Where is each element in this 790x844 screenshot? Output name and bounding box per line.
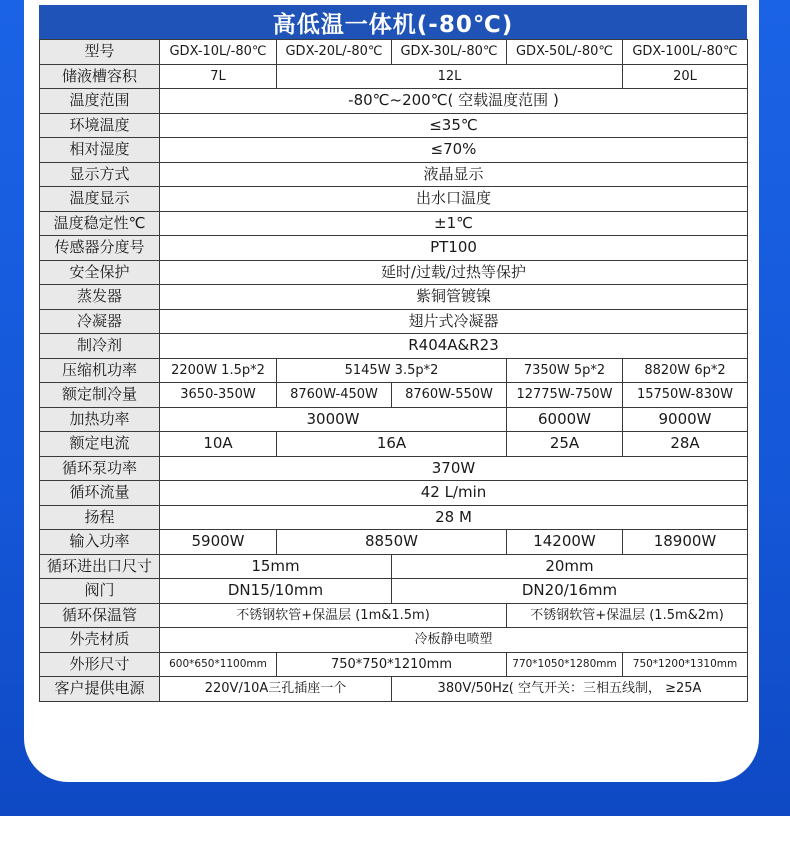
value-cell: 2200W 1.5p*2 — [160, 358, 277, 383]
model-cell: GDX-50L/-80℃ — [507, 40, 623, 65]
value-cell: 8820W 6p*2 — [623, 358, 748, 383]
value-cell: 冷板静电喷塑 — [160, 628, 748, 653]
row-label: 循环泵功率 — [40, 456, 160, 481]
value-cell: 770*1050*1280mm — [507, 652, 623, 677]
table-row — [40, 334, 748, 359]
row-label: 环境温度 — [40, 113, 160, 138]
value-cell: 370W — [160, 456, 748, 481]
value-cell: 12775W-750W — [507, 383, 623, 408]
table-row — [40, 481, 748, 506]
table-row — [40, 628, 748, 653]
value-cell: 20mm — [392, 554, 748, 579]
row-label: 循环保温管 — [40, 603, 160, 628]
model-cell: GDX-10L/-80℃ — [160, 40, 277, 65]
row-label: 循环流量 — [40, 481, 160, 506]
value-cell: 25A — [507, 432, 623, 457]
row-label: 相对湿度 — [40, 138, 160, 163]
value-cell: 9000W — [623, 407, 748, 432]
value-cell: 延时/过载/过热等保护 — [160, 260, 748, 285]
table-row — [40, 236, 748, 261]
value-cell: 600*650*1100mm — [160, 652, 277, 677]
row-label: 温度显示 — [40, 187, 160, 212]
row-label: 循环进出口尺寸 — [40, 554, 160, 579]
row-label: 加热功率 — [40, 407, 160, 432]
model-cell: GDX-30L/-80℃ — [392, 40, 507, 65]
row-label: 外形尺寸 — [40, 652, 160, 677]
table-row — [40, 554, 748, 579]
value-cell: 3000W — [160, 407, 507, 432]
row-label: 额定电流 — [40, 432, 160, 457]
value-cell: PT100 — [160, 236, 748, 261]
value-cell: 15750W-830W — [623, 383, 748, 408]
value-cell: 15mm — [160, 554, 392, 579]
value-cell: 28A — [623, 432, 748, 457]
row-label: 额定制冷量 — [40, 383, 160, 408]
row-label: 蒸发器 — [40, 285, 160, 310]
value-cell: 5900W — [160, 530, 277, 555]
value-cell: 16A — [277, 432, 507, 457]
row-label: 温度稳定性℃ — [40, 211, 160, 236]
value-cell: 12L — [277, 64, 623, 89]
value-cell: 18900W — [623, 530, 748, 555]
table-row — [40, 456, 748, 481]
table-row — [40, 89, 748, 114]
value-cell: 42 L/min — [160, 481, 748, 506]
value-cell: 750*1200*1310mm — [623, 652, 748, 677]
value-cell: R404A&R23 — [160, 334, 748, 359]
row-label: 外壳材质 — [40, 628, 160, 653]
row-label: 温度范围 — [40, 89, 160, 114]
table-title: 高低温一体机(-80℃) — [39, 5, 747, 40]
row-label: 安全保护 — [40, 260, 160, 285]
value-cell: 8760W-450W — [277, 383, 392, 408]
table-row — [40, 603, 748, 628]
model-cell: GDX-20L/-80℃ — [277, 40, 392, 65]
value-cell: 8760W-550W — [392, 383, 507, 408]
table-row — [40, 187, 748, 212]
value-cell: ≤70% — [160, 138, 748, 163]
table-row — [40, 285, 748, 310]
value-cell: 7L — [160, 64, 277, 89]
bottom-strip — [0, 816, 790, 844]
row-label: 输入功率 — [40, 530, 160, 555]
table-row — [40, 407, 748, 432]
table-row — [40, 309, 748, 334]
value-cell: 7350W 5p*2 — [507, 358, 623, 383]
row-label: 阀门 — [40, 579, 160, 604]
row-label: 冷凝器 — [40, 309, 160, 334]
value-cell: 3650-350W — [160, 383, 277, 408]
table-row — [40, 579, 748, 604]
value-cell: 5145W 3.5p*2 — [277, 358, 507, 383]
value-cell: 20L — [623, 64, 748, 89]
table-row — [40, 211, 748, 236]
row-label: 传感器分度号 — [40, 236, 160, 261]
table-row — [40, 64, 748, 89]
value-cell: 紫铜管镀镍 — [160, 285, 748, 310]
row-label: 制冷剂 — [40, 334, 160, 359]
value-cell: 6000W — [507, 407, 623, 432]
value-cell: ≤35℃ — [160, 113, 748, 138]
table-row — [40, 677, 748, 702]
value-cell: DN15/10mm — [160, 579, 392, 604]
value-cell: 10A — [160, 432, 277, 457]
row-label: 压缩机功率 — [40, 358, 160, 383]
spec-table — [39, 39, 748, 702]
value-cell: 220V/10A三孔插座一个 — [160, 677, 392, 702]
value-cell: 8850W — [277, 530, 507, 555]
row-label: 型号 — [40, 40, 160, 65]
value-cell: 出水口温度 — [160, 187, 748, 212]
value-cell: -80℃~200℃( 空载温度范围 ) — [160, 89, 748, 114]
value-cell: 不锈钢软管+保温层 (1.5m&2m) — [507, 603, 748, 628]
table-row — [40, 652, 748, 677]
table-row — [40, 113, 748, 138]
row-label: 显示方式 — [40, 162, 160, 187]
value-cell: 28 M — [160, 505, 748, 530]
table-row — [40, 358, 748, 383]
table-row — [40, 432, 748, 457]
row-label: 客户提供电源 — [40, 677, 160, 702]
table-row — [40, 40, 748, 65]
value-cell: 14200W — [507, 530, 623, 555]
table-row — [40, 505, 748, 530]
value-cell: 翅片式冷凝器 — [160, 309, 748, 334]
value-cell: DN20/16mm — [392, 579, 748, 604]
value-cell: 750*750*1210mm — [277, 652, 507, 677]
table-row — [40, 138, 748, 163]
table-row — [40, 383, 748, 408]
row-label: 储液槽容积 — [40, 64, 160, 89]
value-cell: 液晶显示 — [160, 162, 748, 187]
table-row — [40, 530, 748, 555]
value-cell: 380V/50Hz( 空气开关：三相五线制， ≥25A — [392, 677, 748, 702]
model-cell: GDX-100L/-80℃ — [623, 40, 748, 65]
value-cell: ±1℃ — [160, 211, 748, 236]
table-row — [40, 260, 748, 285]
table-row — [40, 162, 748, 187]
value-cell: 不锈钢软管+保温层 (1m&1.5m) — [160, 603, 507, 628]
row-label: 扬程 — [40, 505, 160, 530]
